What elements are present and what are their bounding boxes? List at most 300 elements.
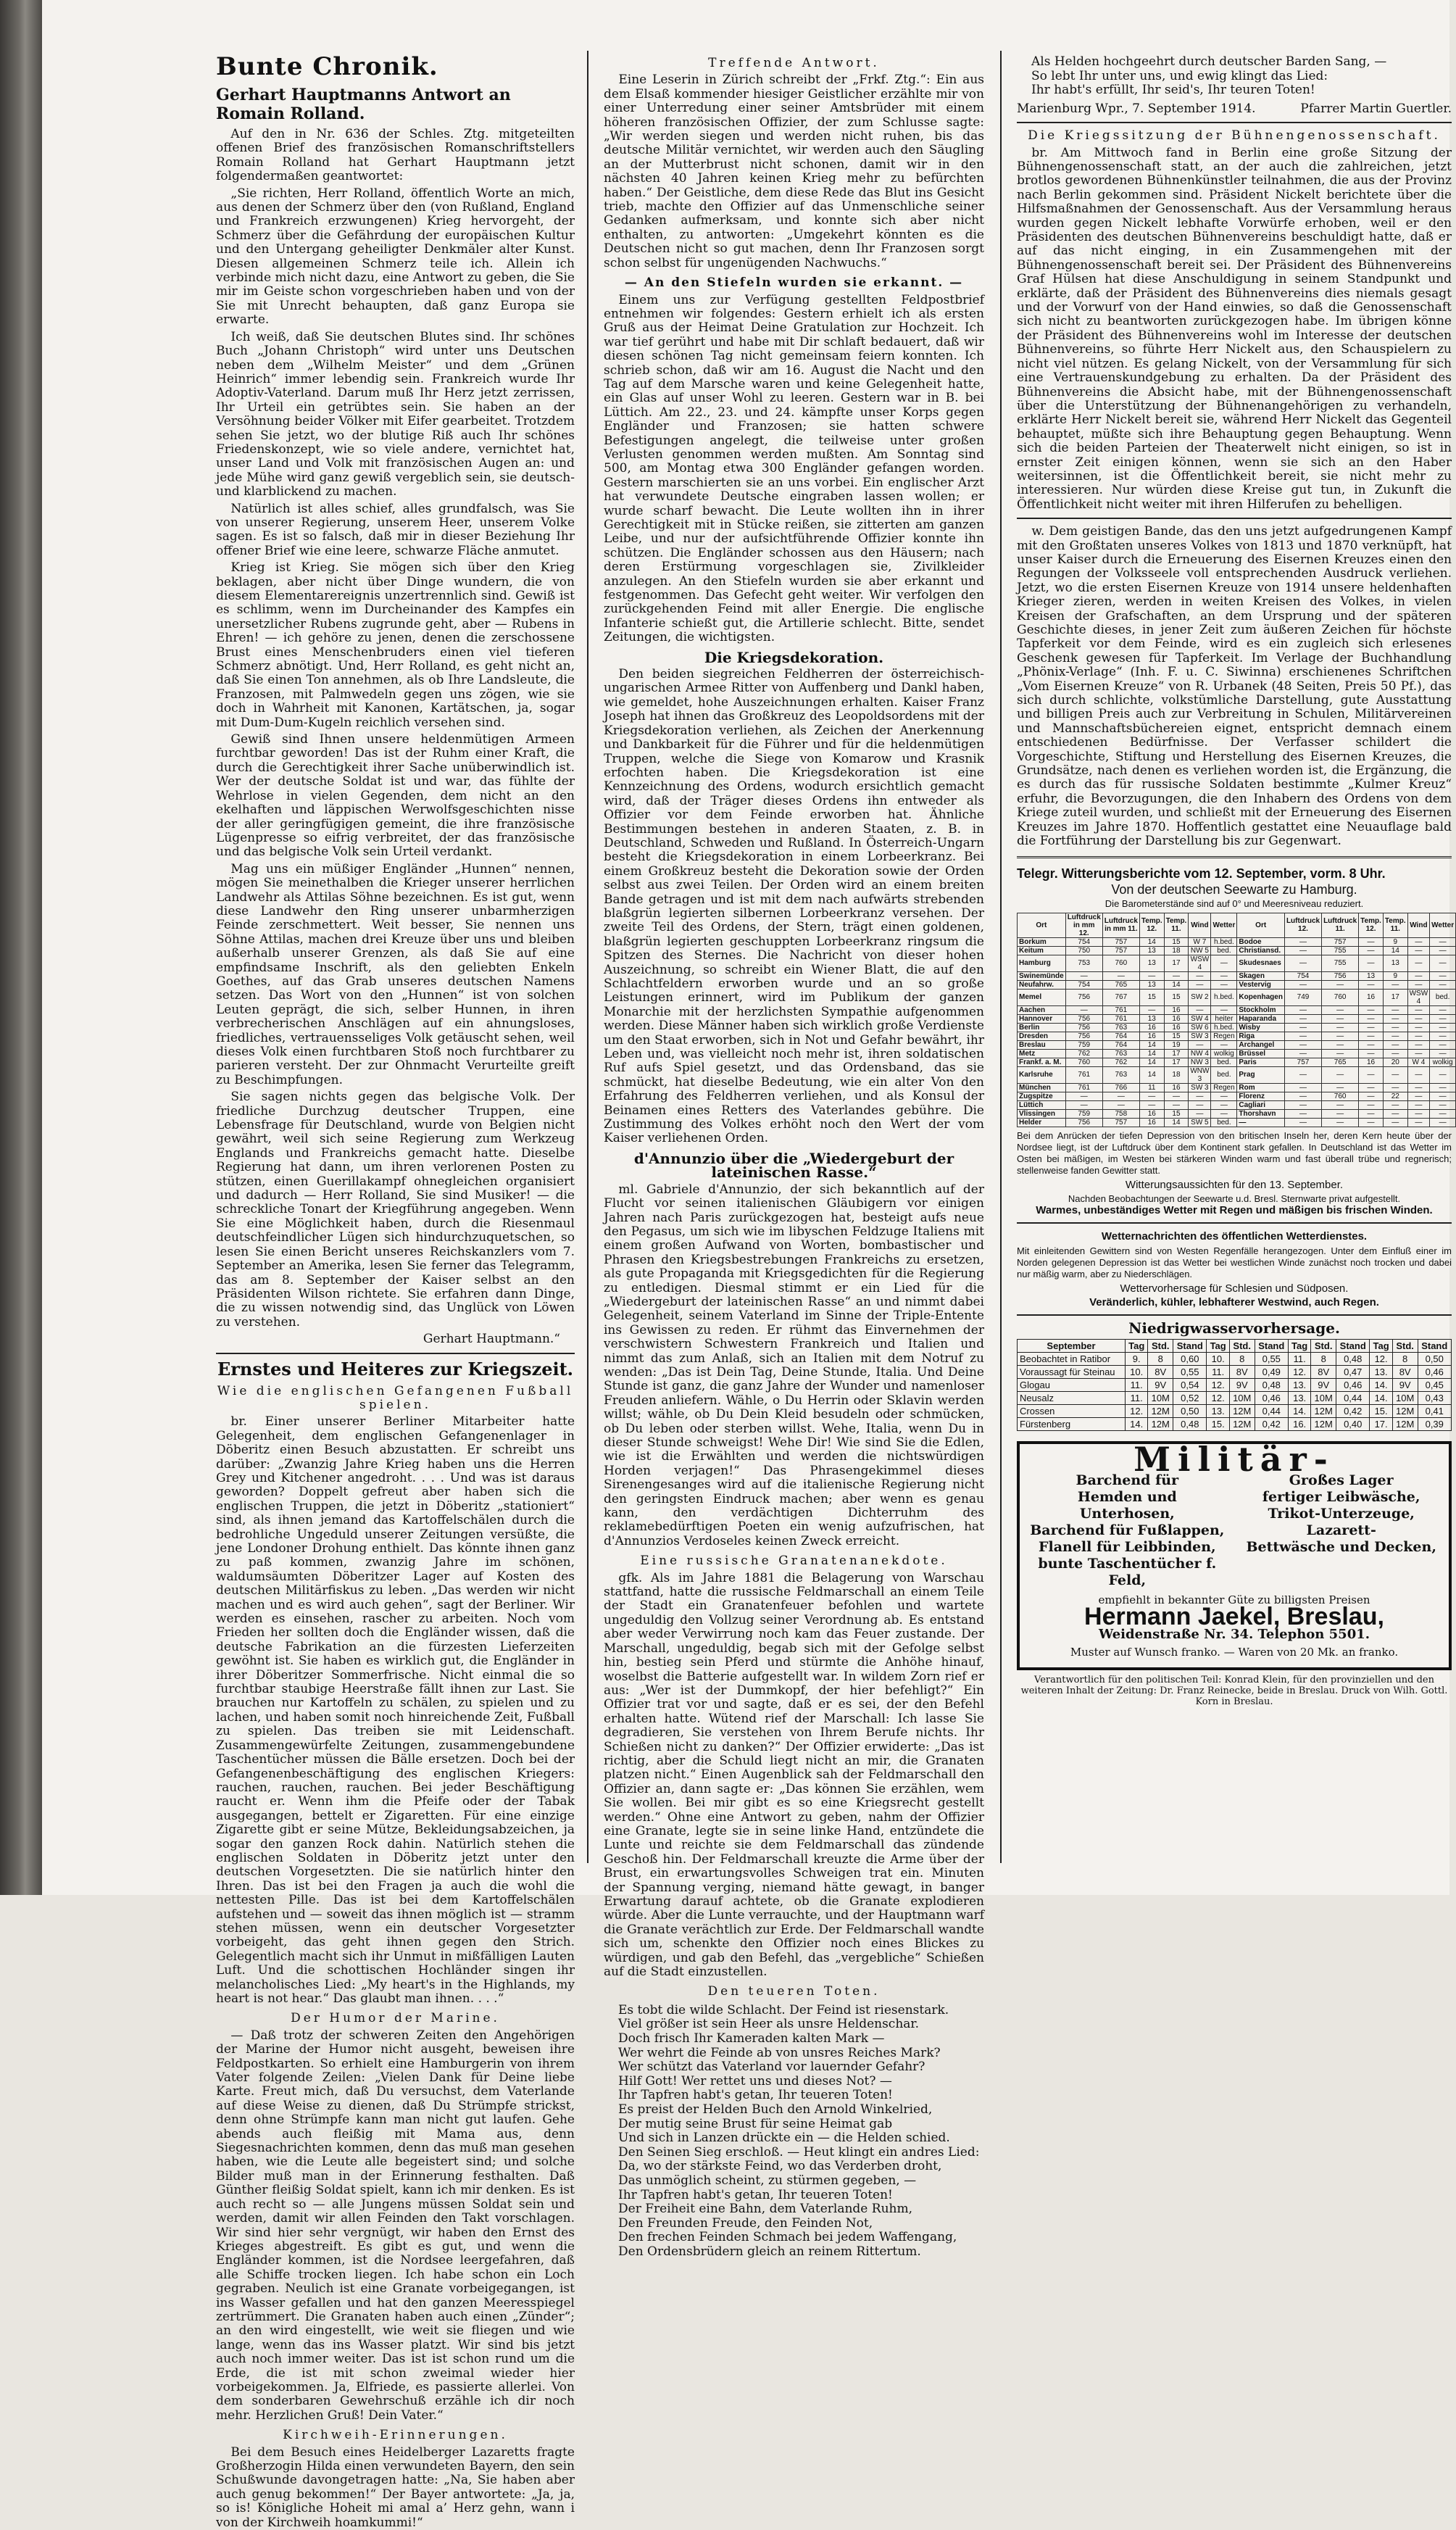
table-cell: 0,50: [1418, 1352, 1451, 1365]
article-body: [604, 294, 984, 645]
table-header-cell: Wetter: [1211, 913, 1237, 937]
table-row: [1018, 1023, 1456, 1032]
table-cell: 0,54: [1173, 1378, 1207, 1391]
table-cell: —: [1359, 1049, 1384, 1058]
table-cell: bed.: [1211, 1066, 1237, 1083]
table-cell: —: [1407, 1109, 1430, 1118]
table-cell: 755: [1322, 955, 1359, 971]
article-body: [604, 73, 984, 270]
table-cell: 9V: [1311, 1378, 1336, 1391]
table-cell: —: [1322, 1023, 1359, 1032]
table-cell: W 4: [1407, 1058, 1430, 1066]
article-body: [1017, 146, 1452, 513]
table-cell: —: [1284, 955, 1321, 971]
table-header-cell: Tag: [1370, 1339, 1392, 1352]
article-subheading: — An den Stiefeln wurden sie erkannt. —: [624, 275, 964, 291]
table-cell: 756: [1065, 1118, 1102, 1127]
table-row: [1018, 971, 1456, 980]
verse-line: Als Helden hochgeehrt durch deutscher Barden Sang, —: [1031, 54, 1387, 69]
article-subheading: d'Annunzio über die „Wiedergeburt der lateinischen Rasse.“: [633, 1149, 954, 1182]
table-cell: —: [1284, 1005, 1321, 1014]
table-cell: —: [1383, 1118, 1407, 1127]
table-header-cell: Temp. 11.: [1164, 913, 1189, 937]
table-cell: 12M: [1229, 1404, 1255, 1417]
verse-line: Lazarett-: [1306, 1522, 1376, 1538]
table-cell: —: [1383, 1100, 1407, 1109]
table-cell: Regen: [1211, 1032, 1237, 1040]
paragraph: Bei dem Besuch eines Heidelberger Lazaretts fragte Großherzogin Hilda einen verwundeten Bayern, den sein Schußwunde davongetragen hatte: „Na, Sie haben aber auch genug bekommen!“ Der Bayer antwortete: „Ja, ja, so is! Königliche Hoheit mi amal a’ Herz gehn, wann i von der Kirchweih hoamkummi!“: [216, 2444, 575, 2530]
table-cell: Neufahrw.: [1018, 980, 1066, 989]
table-cell: 16: [1164, 1005, 1189, 1014]
table-cell: Frankf. a. M.: [1018, 1058, 1066, 1066]
table-cell: 13: [1139, 946, 1164, 955]
table-cell: WNW 3: [1189, 1066, 1211, 1083]
article-body: [216, 128, 575, 1330]
newspaper-page: [42, 0, 1455, 2530]
paragraph: w. Dem geistigen Bande, das den uns jetzt aufgedrungenen Kampf mit den Großtaten unseres Volkes von 1813 und 1870 verknüpft, hat unser Kaiser durch die Erneuerung des Eisernen Kreuzes einen den Regungen der Volksseele voll entsprechenden Ausdruck verliehen. Jetzt, wo die ersten Eisernen Kreuze von 1914 unsere heldenhaften Krieger zieren, werden in weiten Kreisen des Volkes, in vielen Kreisen der Grafschaften, an dem Ursprung und der späteren Geschichte dieses, in jener Zeit zum äußeren Zeichen für höchste Tapferkeit vor dem Feinde, wird es ein zugleich sich erlesenes Geschenk gewesen für Tapferkeit. Im Verlage der Buchhandlung „Phönix-Verlage“ (Inh. F. u. C. Siwinna) erschienenes Schriftchen „Vom Eisernen Kreuze“ von R. Urbanek (48 Seiten, Preis 50 Pf.), das sich durch schlichte, volkstümliche Darstellung, gute Ausstattung und billigen Preis auch zur Verbreitung in Schulen, Militärvereinen und Mannschaftsbüchereien eignet, entspricht demnach einem entschiedenen Bedürfnisse. Der Verfasser schildert die Vorgeschichte, Stiftung und Herstellung des Eisernen Kreuzes, die Grundsätze, nach denen es verliehen worden ist, die Ergänzung, die es durch das für russische Soldaten bestimmte „Kulmer Kreuz“ erfuhr, die Bevorzugungen, die den Inhabern des Ordens von dem Kriege zuteil wurden, und schließt mit der Erneuerung des Eisernen Kreuzes im Jahre 1870. Hoffentlich gestattet eine Neuauflage bald die Fortführung der Darstellung bis zur Gegenwart.: [1017, 524, 1452, 849]
separator: [216, 1353, 575, 1354]
table-cell: —: [1139, 1005, 1164, 1014]
table-row: [1018, 1032, 1456, 1040]
table-cell: SW 5: [1189, 1118, 1211, 1127]
table-cell: Christiansd.: [1237, 946, 1285, 955]
table-cell: bed.: [1211, 946, 1237, 955]
table-header-cell: September: [1018, 1339, 1126, 1352]
table-header-cell: Temp. 12.: [1359, 913, 1384, 937]
table-cell: —: [1359, 1092, 1384, 1100]
table-cell: —: [1322, 1083, 1359, 1092]
table-cell: —: [1284, 1118, 1321, 1127]
table-header-cell: Stand: [1255, 1339, 1288, 1352]
table-row: [1018, 1378, 1452, 1391]
table-cell: —: [1284, 1092, 1321, 1100]
forecast-title: Witterungsaussichten für den 13. September.: [1125, 1178, 1344, 1191]
water-table: [1017, 1339, 1452, 1431]
table-cell: —: [1189, 1040, 1211, 1049]
table-cell: —: [1139, 1100, 1164, 1109]
table-cell: 9V: [1148, 1378, 1173, 1391]
table-header-cell: Stand: [1418, 1339, 1451, 1352]
table-header-cell: Luftdruck in mm 11.: [1102, 913, 1139, 937]
table-cell: 760: [1065, 1058, 1102, 1066]
paragraph: ml. Gabriele d'Annunzio, der sich bekanntlich auf der Flucht vor seinen italienischen Gläubigern vor einigen Jahren nach Paris zurückgezogen hat, besteigt aufs neue den Pegasus, um sich wie im libyschen Feldzuge Italiens mit einem großen Aufwand von Worten, bombastischer und Phrasen den Kriegsbestrebungen Frankreichs zu ersetzen, als gute Propaganda mit Kriegsgedichten für die Regierung zu entledigen. Diesmal stimmt er ein Lied für die „Wiedergeburt der lateinischen Rasse“ an und nimmt dabei Gelegenheit, seinem Vaterland im Sinne der Triple-Entente ins Gewissen zu reden. Er rühmt das Einvernehmen der verschwistern Schwestern Frankreich und Italien und nimmt das zum Anlaß, sich an Italien mit dem Notruf zu wenden: „Das ist Dein Tag, Deine Stunde, Italia. Und Deine Stunde ist ganz, die ganz Jahre der Wunder und namenloser Freuden anliefern. Wähle, o Du Herrin oder Sklavin werden willst; wähle, ob Du Dein Kleid besudeln oder schmücken, ob Du leben oder sterben willst. Wehe, Italia, wenn Du in dieser Stunde schweigst! Wehe Dir! Wie sind Sie die Edlen, wie ist die Erwählten und werden die nichtswürdigen Horden verjagen!“ Das Phrasengekimmel dieses Sirenengesanges wird auf die italienische Regierung nicht den geringsten Eindruck machen; aber wenn es genau kann, den verdächtigen Dichterruhm des reklamebedürftigen Poeten ein wenig aufzufrischen, hat d'Annunzios Verdoseles keinen Zweck erreicht.: [604, 1182, 984, 1548]
weather-subtitle-2: Die Barometerstände sind auf 0° und Meeresniveau reduziert.: [1105, 897, 1364, 909]
table-cell: 0,49: [1255, 1365, 1288, 1378]
table-cell: —: [1359, 946, 1384, 955]
table-cell: 12.: [1370, 1352, 1392, 1365]
table-cell: 13: [1359, 971, 1384, 980]
table-cell: bed.: [1211, 1058, 1237, 1066]
table-cell: —: [1430, 1049, 1456, 1058]
table-cell: 749: [1284, 989, 1321, 1005]
table-cell: Metz: [1018, 1049, 1066, 1058]
table-cell: 762: [1065, 1049, 1102, 1058]
ad-note: Muster auf Wunsch franko. — Waren von 20 Mk. an franko.: [1070, 1646, 1399, 1659]
table-cell: 12M: [1311, 1404, 1336, 1417]
table-cell: 12M: [1392, 1417, 1418, 1430]
table-cell: 0,48: [1173, 1417, 1207, 1430]
table-cell: —: [1211, 1100, 1237, 1109]
article-body: [604, 668, 984, 1146]
table-cell: 756: [1065, 1014, 1102, 1023]
table-cell: 756: [1065, 1023, 1102, 1032]
table-header-cell: Stand: [1336, 1339, 1370, 1352]
table-cell: 16: [1139, 1118, 1164, 1127]
article-heading: Ernstes und Heiteres zur Kriegszeit.: [217, 1358, 574, 1380]
table-cell: —: [1430, 1023, 1456, 1032]
table-cell: —: [1359, 937, 1384, 946]
table-row: [1018, 1083, 1456, 1092]
table-cell: 0,42: [1255, 1417, 1288, 1430]
table-row: [1018, 1391, 1452, 1404]
table-row: [1018, 980, 1456, 989]
table-cell: 16: [1139, 1109, 1164, 1118]
table-cell: Beobachtet in Ratibor: [1018, 1352, 1126, 1365]
paragraph: „Sie richten, Herr Rolland, öffentlich Worte an mich, aus denen der Schmerz über den (von Rußland, England und Frankreich erzwungenen) Krieg hervorgeht, der Schmerz über die Gefährdung der europäischen Kultur und den Untergang geheiligter Denkmäler alter Kunst. Diesen allgemeinen Schmerz teile ich. Allein ich verbinde mich nicht dazu, eine Antwort zu geben, die Sie mir im Geiste schon vorgeschrieben haben und von der Sie mit Unrecht behaupten, daß ganz Europa sie erwarte.: [216, 186, 575, 328]
table-cell: Zugspitze: [1018, 1092, 1066, 1100]
water-title: Niedrigwasservorhersage.: [1128, 1319, 1340, 1337]
table-cell: 12M: [1148, 1417, 1173, 1430]
table-cell: 11.: [1207, 1365, 1229, 1378]
weather-title: Telegr. Witterungsberichte vom 12. September, vorm. 8 Uhr.: [1017, 866, 1386, 881]
table-cell: 10M: [1229, 1391, 1255, 1404]
table-cell: 8: [1229, 1352, 1255, 1365]
table-cell: —: [1164, 971, 1189, 980]
table-cell: Riga: [1237, 1032, 1285, 1040]
table-row: [1018, 955, 1456, 971]
table-cell: 0,46: [1336, 1378, 1370, 1391]
table-header-cell: Std.: [1229, 1339, 1255, 1352]
table-cell: —: [1211, 955, 1237, 971]
weather-subtitle: Von der deutschen Seewarte zu Hamburg.: [1111, 882, 1357, 897]
table-cell: bed.: [1430, 989, 1456, 1005]
separator: [1017, 122, 1452, 123]
table-cell: 15.: [1207, 1417, 1229, 1430]
table-header-cell: Ort: [1018, 913, 1066, 937]
table-cell: Neusalz: [1018, 1391, 1126, 1404]
table-cell: —: [1284, 937, 1321, 946]
table-cell: —: [1284, 1100, 1321, 1109]
table-cell: NW 5: [1189, 946, 1211, 955]
forecast-source: Nachden Beobachtungen der Seewarte u.d. Bresl. Sternwarte privat aufgestellt.: [1068, 1193, 1401, 1205]
table-cell: 13.: [1288, 1378, 1310, 1391]
verse-line: Ihr Tapfren habt's getan, Ihr teueren Toten!: [618, 2187, 893, 2202]
table-cell: Vestervig: [1237, 980, 1285, 989]
paragraph: Den beiden siegreichen Feldherren der österreichisch-ungarischen Armee Ritter von Auffenberg und Dankl haben, wie gemeldet, hohe Auszeichnungen erhalten. Kaiser Franz Joseph hat ihnen das Großkreuz des Leopoldsordens mit der Kriegsdekoration verliehen, als Zeichen der Anerkennung und Dankbarkeit für die Führer und für die heldenmütigen Truppen, welche die Siege von Komarow und Krasnik erfochten haben. Die Kriegsdekoration ist eine Kennzeichnung des Ordens, wodurch ersichtlich gemacht wird, daß der Träger dieses Ordens ihn entweder als Offizier vor dem Feinde erworben hat. Ähnliche Bestimmungen bestehen in anderen Staaten, z. B. in Deutschland, Schweden und Rußland. In Österreich-Ungarn besteht die Kriegsdekoration in einem Lorbeerkranz. Bei einem Großkreuz besteht die Dekoration sowie der Orden selbst aus zwei Teilen. Der Orden wird an einem breiten Bande getragen und ist mit dem nach aufwärts strebenden blaßgrün legierten silbernen Lorbeerkranz versehen. Der zweite Teil des Ordens, der Stern, trägt einen goldenen, blaßgrün legierten geschuppten Lorbeerkranz ringsum die Spitzen des Sternes. Die Nachricht von dieser hohen Auszeichnung, so schreibt ein Wiener Blatt, die auf den Schlachtfeldern erworben wurde und an so große Leistungen erinnert, wird im Publikum der ganzen Monarchie mit der herzlichsten Sympathie aufgenommen werden. Diese Männer haben sich wirklich große Verdienste um den Staat erworben, sich in Not und Gefahr bewährt, ihr Leben und, was vielleicht noch mehr ist, ihren soldatischen Ruf aufs Spiel gesetzt, und das Ordensband, das sie schmückt, hat dieselbe Bedeutung, wie ein alter Von den Erfahrung des Feldherren verliehen, und als Konsul der Beinamen eines Retters des Vaterlandes gebühre. Die Zustimmung des Volkes erhöht noch den Wert der vom Kaiser verliehenen Orden.: [604, 667, 984, 1146]
verse-line: Und sich in Lanzen drückte ein — die Helden schied.: [618, 2131, 950, 2146]
table-cell: —: [1430, 980, 1456, 989]
table-cell: Keitum: [1018, 946, 1066, 955]
verse-line: Ihr habt's erfüllt, Ihr seid's, Ihr teuren Toten!: [1031, 83, 1315, 98]
left-column: [216, 51, 575, 2530]
table-cell: 13.: [1288, 1391, 1310, 1404]
table-cell: 16: [1164, 1083, 1189, 1092]
imprint: Verantwortlich für den politischen Teil: Konrad Klein, für den provinziellen und den weiteren Inhalt der Zeitung: Dr. Franz Reinecke, beide in Breslau. Druck von Wilh. Gottl. Korn in Breslau.: [1020, 1674, 1448, 1707]
table-cell: 0,44: [1336, 1391, 1370, 1404]
table-cell: 763: [1102, 1066, 1139, 1083]
table-cell: 14.: [1370, 1378, 1392, 1391]
table-row: [1018, 946, 1456, 955]
article-body: [604, 1572, 984, 1980]
table-cell: —: [1065, 1092, 1102, 1100]
table-cell: —: [1359, 1109, 1384, 1118]
table-row: [1018, 1005, 1456, 1014]
table-cell: Berlin: [1018, 1023, 1066, 1032]
table-cell: —: [1189, 1100, 1211, 1109]
table-cell: —: [1139, 1092, 1164, 1100]
table-row: [1018, 1365, 1452, 1378]
verse-line: Wer schützt das Vaterland vor lauernder Gefahr?: [618, 2060, 925, 2075]
table-cell: 754: [1065, 980, 1102, 989]
table-row: [1018, 1049, 1456, 1058]
table-cell: 12M: [1311, 1417, 1336, 1430]
table-cell: 20: [1383, 1058, 1407, 1066]
table-cell: SW 3: [1189, 1083, 1211, 1092]
table-cell: —: [1322, 1014, 1359, 1023]
table-cell: 12.: [1288, 1365, 1310, 1378]
table-cell: —: [1065, 1005, 1102, 1014]
table-cell: Voraussagt für Steinau: [1018, 1365, 1126, 1378]
table-cell: 17: [1164, 1058, 1189, 1066]
table-cell: München: [1018, 1083, 1066, 1092]
separator: [1017, 1222, 1452, 1224]
table-cell: Helder: [1018, 1118, 1066, 1127]
paragraph: Eine Leserin in Zürich schreibt der „Frkf. Ztg.“: Ein aus dem Elsaß kommender hiesiger Geistlicher erzählte mir von einer Unterredung einer seiner Amtsbrüder mit einem höheren französischen Offizier, der zum Schlusse sagte: „Wir werden siegen und werden nicht ruhen, bis das deutsche Militär vernichtet, wir werden auch den Säugling an der Mutterbrust nicht schonen, damit wir in den nächsten 40 Jahren keinen Krieg mehr zu befürchten haben.“ Der Geistliche, dem diese Rede das Blut ins Gesicht trieb, machte den Offizier auf das Unmenschliche seiner Gedanken aufmerksam, und konnte sich aber nicht enthalten, zu antworten: „Umgekehrt könnten es die Deutschen nicht so gut machen, denn Ihr Franzosen sorgt schon selbst für ungenügenden Nachwuchs.“: [604, 72, 984, 270]
table-cell: 14: [1164, 1118, 1189, 1127]
table-cell: 761: [1065, 1066, 1102, 1083]
table-cell: 16: [1139, 1032, 1164, 1040]
public-weather-title: Wetternachrichten des öffentlichen Wetterdienstes.: [1101, 1230, 1368, 1243]
table-cell: Thorshavn: [1237, 1109, 1285, 1118]
ad-right-list: [1242, 1472, 1440, 1589]
table-cell: —: [1284, 1109, 1321, 1118]
table-cell: —: [1383, 1109, 1407, 1118]
table-cell: 15: [1164, 989, 1189, 1005]
table-cell: Skudesnaes: [1237, 955, 1285, 971]
table-cell: h.bed.: [1211, 937, 1237, 946]
table-cell: 12.: [1207, 1378, 1229, 1391]
table-cell: 757: [1102, 946, 1139, 955]
table-cell: 756: [1065, 989, 1102, 1005]
table-cell: Skagen: [1237, 971, 1285, 980]
verse-line: Es preist der Helden Buch den Arnold Winkelried,: [618, 2102, 933, 2117]
table-cell: —: [1189, 1109, 1211, 1118]
table-cell: 754: [1284, 971, 1321, 980]
table-cell: Regen: [1211, 1083, 1237, 1092]
table-cell: 0,52: [1173, 1391, 1207, 1404]
table-cell: 761: [1065, 1083, 1102, 1092]
table-cell: Dresden: [1018, 1032, 1066, 1040]
table-cell: 10M: [1311, 1391, 1336, 1404]
table-cell: —: [1359, 1083, 1384, 1092]
table-cell: heiter: [1211, 1014, 1237, 1023]
table-cell: —: [1322, 980, 1359, 989]
table-cell: —: [1430, 1066, 1456, 1083]
table-cell: 16: [1359, 1058, 1384, 1066]
separator: [1017, 856, 1452, 858]
table-cell: 9V: [1392, 1378, 1418, 1391]
table-cell: Aachen: [1018, 1005, 1066, 1014]
verse-line: Den Ordensbrüdern gleich an reinem Rittertum.: [618, 2244, 921, 2259]
article-subheading: Die Kriegsdekoration.: [704, 648, 884, 666]
table-cell: 14: [1139, 1066, 1164, 1083]
paragraph: — Daß trotz der schweren Zeiten den Angehörigen der Marine der Humor nicht ausgeht, beweisen ihre Feldpostkarten. So erhielt eine Hamburgerin von ihrem Vater folgende Zeilen: „Vielen Dank für Deine liebe Karte. Freut mich, daß Du versuchst, dem Vaterlande auf diese Weise zu dienen, daß Du Strümpfe strickst, denn ohne Strümpfe kann man nicht gut laufen. Gehe abends auch fleißig mit Mama aus, denn Siegesnachrichten kommen, denn das muß man gesehen haben, wie die Leute alle begeistert sind; und solche Bilder muß man in der Erinnerung festhalten. Daß Günther fleißig Soldat spielt, kann ich mir denken. Es ist auch recht so — alle Jungens müssen Soldat sein und werden, damit wir allen Feinden den Takt vorschlagen. Wir sind hier sehr vergnügt, wir haben den Ernst des Krieges abgestreift. Es gibt es gut, und wenn die Engländer kommen, ist die Nordsee leergefahren, daß alle Schiffe trocken liegen. Ich habe schon ein Loch gegraben. Neulich ist eine Granate vorbeigegangen, ist ins Wasser gefallen und hat den ganzen Meeresspiegel zertrümmert. Die Granaten haben auch einen „Zünder“; an den wird eingestellt, wie weit sie fliegen und wie lange, wenn das ins Wasser platzt. Wir sind bis jetzt auch noch immer weiter. Das ist ist schon rund um die Erde, die ist mit schon zweimal wieder hier vorbeigekommen. Ja, Elfriede, es passierte allerlei. Von dem sonderbaren Gewehrschuß erzähle ich dir noch mehr. Herzlichen Gruß! Dein Vater.“: [216, 2028, 575, 2423]
table-cell: 11.: [1288, 1352, 1310, 1365]
table-cell: 12M: [1392, 1404, 1418, 1417]
section-title: Bunte Chronik.: [216, 52, 438, 81]
table-cell: —: [1322, 1032, 1359, 1040]
paragraph: Einem uns zur Verfügung gestellten Feldpostbrief entnehmen wir folgendes: Gestern erhielt ich als ersten Gruß aus der Heimat Deine Gratulation zur Hochzeit. Ich war tief gerührt und habe mit Dir schlaft bedauert, daß wir diesen schönen Tag nicht gemeinsam feiern konnten. Ich schrieb schon, daß wir am 16. August die Nacht und den Tag auf dem Marsche waren und keine Gelegenheit hatte, ein Glas auf unser Wohl zu leeren. Gestern war in B. bei Lüttich. Am 22., 23. und 24. kämpfte unser Korps gegen Engländer und Franzosen; sie hatten schwere Befestigungen angelegt, die teilweise unter großen Verlusten genommen werden mußten. Am Sonntag sind 500, am Montag etwa 300 Engländer gefangen worden. Gestern marschierten sie an uns vorbei. Ein englischer Arzt hat verwundete Deutsche eingraben lassen wollen; er wurde scharf bewacht. Die Leute wollten ihn in ihrer Gerechtigkeit mit in Stücke reißen, sie zitterten am ganzen Leibe, und nur der aufsichtführende Offizier konnte ihn schützen. Die Engländer schossen aus den Häusern; nach deren Erstürmung vorgeschlagen sie, Zivilkleider anzulegen. An den Stiefeln wurden sie aber erkannt und festgenommen. Das Gefecht geht weiter. Wir verfolgen den zurückgehenden Feind mit aller Energie. Die englische Infanterie schießt gut, die Artillerie schlecht. Bitte, sendet Zeitungen, die wichtigsten.: [604, 292, 984, 645]
table-cell: —: [1359, 1118, 1384, 1127]
table-cell: 765: [1322, 1058, 1359, 1066]
table-cell: —: [1430, 1005, 1456, 1014]
table-cell: Prag: [1237, 1066, 1285, 1083]
table-cell: 15: [1139, 989, 1164, 1005]
table-cell: —: [1322, 1100, 1359, 1109]
paragraph: Krieg ist Krieg. Sie mögen sich über den Krieg beklagen, aber nicht über Dinge wundern, die von diesem Elementarereignis unzertrennlich sind. Gewiß ist es schlimm, wenn im Durcheinander des Kampfes ein unersetzlicher Rubens zugrunde geht, aber — Rubens in Ehren! — ich gehöre zu jenen, denen die zerschossene Brust eines Menschenbruders einen viel tieferen Schmerz abnötigt. Und, Herr Rolland, es geht nicht an, daß Sie einen Ton annehmen, als ob Ihre Landsleute, die Franzosen, mit Palmwedeln gegen uns zögen, wie sie doch in Wahrheit mit Kanonen, Kartätschen, ja, sogar mit Dum-Dum-Kugeln reichlich versehen sind.: [216, 560, 575, 730]
paragraph: gfk. Als im Jahre 1881 die Belagerung von Warschau stattfand, hatte die russische Feldmarschall an einem Teile der Stadt ein Granatenfeuer befohlen und wartete ungeduldig den Vollzug seiner Verordnung ab. Es entstand aber weder Verwirrung noch kam das Feuer zustande. Der Marschall, ungeduldig, begab sich mit der Gefolge selbst hin, bestieg sein Pferd und stürmte die Anhöhe hinauf, woselbst die Batterie aufgestellt war. In wildem Zorn rief er aus: „Wer ist der Dummkopf, der hier befehligt?“ Ein Offizier trat vor und sagte, daß er es sei, der den Befehl erhalten hatte. Wütend rief der Marschall: Ich lasse Sie degradieren, Sie verstehen von Ihrem Berufe nichts. Ihr Schießen nicht zu danken?“ Der Offizier erwiderte: „Das ist richtig, aber die Schuld liegt nicht an mir, die Granaten platzen nicht.“ Einen Augenblick sah der Feldmarschall den Offizier an, dann sagte er: „Das können Sie erzählen, wem Sie wollen. Bei mir gibt es so eine Kriegsrecht gestellt werden.“ Ohne eine Antwort zu geben, nahm der Offizier eine Granate, legte sie in seine linke Hand, entzündete die Lunte und reichte sie dem Feldmarschall das zündende Geschoß hin. Der Feldmarschall kreuzte die Arme über der Brust, ein erwartungsvolles Schweigen trat ein. Minuten der Spannung verging, niemand hätte gewagt, in banger Erwartung darauf achtete, ob die Granate explodieren würde. Aber die Lunte verrauchte, und der Hauptmann warf die Granate verächtlich zur Erde. Der Feldmarschall wandte sich um, schenkte den Offizier noch eines Blickes zu würdigen, und gab den Befehl, das „vergebliche“ Schießen auf die Stadt einzustellen.: [604, 1570, 984, 1980]
table-row: [1018, 1014, 1456, 1023]
verse-line: Der Freiheit eine Bahn, dem Vaterlande Ruhm,: [618, 2202, 912, 2217]
table-cell: 753: [1065, 955, 1102, 971]
table-cell: —: [1407, 971, 1430, 980]
middle-column: [604, 51, 984, 2259]
table-cell: 16.: [1288, 1417, 1310, 1430]
table-cell: 760: [1322, 1092, 1359, 1100]
table-cell: —: [1189, 1005, 1211, 1014]
table-cell: 17.: [1370, 1417, 1392, 1430]
column-divider: [1000, 51, 1002, 1863]
table-cell: wolkig: [1430, 1058, 1456, 1066]
table-cell: —: [1284, 1014, 1321, 1023]
table-cell: 16: [1359, 989, 1384, 1005]
table-cell: 16: [1139, 1023, 1164, 1032]
verse-line: Den Freunden Freude, den Feinden Not,: [618, 2215, 873, 2231]
table-cell: —: [1284, 1040, 1321, 1049]
poem: [618, 2004, 984, 2260]
table-cell: Stockholm: [1237, 1005, 1285, 1014]
table-cell: —: [1430, 955, 1456, 971]
table-cell: —: [1383, 1040, 1407, 1049]
table-cell: —: [1284, 1083, 1321, 1092]
table-cell: Wisby: [1237, 1023, 1285, 1032]
table-cell: —: [1407, 937, 1430, 946]
table-cell: —: [1407, 1040, 1430, 1049]
table-cell: Florenz: [1237, 1092, 1285, 1100]
table-cell: 764: [1102, 1032, 1139, 1040]
table-cell: 0,45: [1418, 1378, 1451, 1391]
article-subheading: Treffende Antwort.: [708, 56, 880, 70]
table-cell: 10.: [1126, 1365, 1148, 1378]
ad-address: Weidenstraße Nr. 34. Telephon 5501.: [1098, 1626, 1370, 1642]
table-cell: 8: [1311, 1352, 1336, 1365]
table-cell: 11.: [1126, 1391, 1148, 1404]
table-cell: 765: [1102, 980, 1139, 989]
table-cell: 15: [1164, 937, 1189, 946]
table-cell: Swinemünde: [1018, 971, 1066, 980]
table-header-cell: Temp. 12.: [1139, 913, 1164, 937]
table-cell: —: [1164, 1092, 1189, 1100]
table-row: [1018, 1066, 1456, 1083]
verse-line: Den Seinen Sieg erschloß. — Heut klingt ein andres Lied:: [618, 2144, 980, 2160]
table-cell: 13.: [1370, 1365, 1392, 1378]
table-cell: 0,44: [1255, 1404, 1288, 1417]
table-cell: 761: [1102, 1014, 1139, 1023]
paragraph: br. Einer unserer Berliner Mitarbeiter hatte Gelegenheit, dem englischen Gefangenenlager in Döberitz einen Besuch abzustatten. Er schreibt uns darüber: „Zwanzig Jahre Krieg haben uns die Herren Grey und Kitchener angedroht. . . . Und was ist daraus geworden? Doppelt gefreut aber haben sich die englischen Truppen, die jetzt in Döberitz „stationiert“ sind, als ihnen jemand das Kartoffelschälen durch die bedrohliche Ungeduld unserer Zeitungen versüßte, die jene Londoner Drohung enthielt. Das könnte ihnen ganz zu paß kommen, zwanzig Jahre im schönen, waldumsäumten Döberitzer Lager auf Kosten des deutschen Militärfiskus zu leben. „Das werden wir nicht machen und es wird auch gehen“, sagt der Berliner. Wir werden es einsehen, rascher zu arbeiten. Noch vom Frieden her sollten doch die Engländer wissen, daß die deutsche Fabrikation an die fürzesten Lieferzeiten gewöhnt ist. Sie haben es wirklich gut, die Engländer in ihrer Döberitzer Sommerfrische. Nicht einmal die so furchtbar staubige Heerstraße fällt ihnen zur Last. Sie brauchen nur Kartoffeln zu schälen, zu spielen und zu lachen, und haben somit noch hinreichende Zeit, Fußball zu spielen. Das treiben sie mit Leidenschaft. Zusammengewürfelte Zeitungen, zusammengebundene Taschentücher müssen die Bälle ersetzen. Doch bei der Gefangenenbeschäftigung des englischen Kriegers: rauchen, rauchen, rauchen. Bei jeder Beschäftigung raucht er. Wenn ihm die Pfeife oder der Tabak ausgegangen, bettelt er Zigaretten. Für eine einzige Zigarette gibt er seine Mütze, Bekleidungsabzeichen, ja sogar den ganzen Rock dahin. Natürlich stehen die englischen Soldaten in Döberitz jetzt unter den deutschen Vorgesetzten. Die sie natürlich hinter den Ihren. Das ist bei den Fragen ja auch die wohl die nettesten Pille. Das ist bei dem Kartoffelschälen aufstehen und — soweit das ihnen möglich ist — stramm stehen müssen, wenn ein deutscher Vorgesetzter vorbeigeht, das geht ihnen gegen den Strich. Gelegentlich macht sich ihr Unmut in mißfälligen Lauten Luft. Und die schottischen Hochländer singen ihr melancholisches Lied: „My heart's in the Highlands, my heart is not hear.“ Das glaubt man ihnen. . . .“: [216, 1414, 575, 2006]
table-cell: 756: [1065, 1032, 1102, 1040]
table-cell: —: [1211, 971, 1237, 980]
verse-line: Doch frisch Ihr Kameraden kalten Mark —: [618, 2031, 885, 2046]
table-cell: 12M: [1229, 1417, 1255, 1430]
table-cell: 8V: [1148, 1365, 1173, 1378]
table-cell: —: [1359, 1100, 1384, 1109]
table-cell: SW 3: [1189, 1032, 1211, 1040]
table-cell: 16: [1164, 1014, 1189, 1023]
table-cell: 767: [1102, 989, 1139, 1005]
table-cell: —: [1430, 1109, 1456, 1118]
verse-line: Da, wo der stärkste Feind, wo das Verderben droht,: [618, 2159, 942, 2174]
table-cell: 0,40: [1336, 1417, 1370, 1430]
table-cell: Hannover: [1018, 1014, 1066, 1023]
verse-line: So lebt Ihr unter uns, und ewig klingt das Lied:: [1031, 68, 1328, 83]
table-cell: 13: [1139, 980, 1164, 989]
table-cell: 759: [1065, 1109, 1102, 1118]
table-cell: 0,55: [1255, 1352, 1288, 1365]
table-cell: 11.: [1126, 1378, 1148, 1391]
ad-recommend: empfiehlt in bekannter Güte zu billigsten Preisen: [1098, 1593, 1370, 1606]
article-subheading: Der Humor der Marine.: [291, 2011, 500, 2026]
table-cell: —: [1322, 1049, 1359, 1058]
verse-line: Bettwäsche und Decken,: [1246, 1538, 1436, 1555]
poem-title: Den teueren Toten.: [707, 1984, 881, 1999]
table-cell: —: [1359, 1040, 1384, 1049]
table-header-cell: Luftdruck 12.: [1284, 913, 1321, 937]
verse-line: Der mutig seine Brust für seine Heimat gab: [618, 2116, 893, 2131]
table-cell: Brüssel: [1237, 1049, 1285, 1058]
verse-line: Trikot-Unterzeuge,: [1268, 1505, 1415, 1522]
table-header-cell: Std.: [1392, 1339, 1418, 1352]
table-cell: —: [1383, 1023, 1407, 1032]
table-cell: —: [1284, 980, 1321, 989]
article-signature: Gerhart Hauptmann.“: [423, 1332, 560, 1347]
table-cell: 757: [1102, 1118, 1139, 1127]
verse-line: Den frechen Feinden Schmach bei jedem Waffengang,: [618, 2230, 957, 2245]
table-cell: 14: [1383, 946, 1407, 955]
table-cell: —: [1430, 1092, 1456, 1100]
table-cell: 15: [1164, 1032, 1189, 1040]
weather-paragraph: Bei dem Anrücken der tiefen Depression von den britischen Inseln her, deren Kern heute über der Nordsee liegt, ist der Luftdruck über dem Kontinent stark gefallen. In Deutschland ist das Wetter im Osten bei mäßigen, im Westen bei stärkeren Winden warm und fast überall trübe und regnerisch; stellenweise fanden Gewitter statt.: [1017, 1129, 1452, 1176]
verse-line: Barchend für Fußlappen,: [1030, 1522, 1225, 1538]
table-cell: —: [1407, 946, 1430, 955]
table-cell: 0,39: [1418, 1417, 1451, 1430]
table-cell: —: [1407, 1092, 1430, 1100]
table-cell: 14: [1139, 1049, 1164, 1058]
table-cell: 0,60: [1173, 1352, 1207, 1365]
table-cell: 8: [1148, 1352, 1173, 1365]
table-row: [1018, 1109, 1456, 1118]
table-cell: —: [1065, 1100, 1102, 1109]
table-cell: —: [1322, 1066, 1359, 1083]
article-body: [604, 1183, 984, 1549]
table-cell: 8V: [1311, 1365, 1336, 1378]
poem-ending: [1031, 55, 1452, 98]
table-header-cell: Stand: [1173, 1339, 1207, 1352]
table-cell: —: [1211, 1092, 1237, 1100]
verse-line: Barchend für: [1076, 1472, 1179, 1488]
table-cell: —: [1284, 1049, 1321, 1058]
table-cell: 14.: [1288, 1404, 1310, 1417]
table-row: [1018, 989, 1456, 1005]
